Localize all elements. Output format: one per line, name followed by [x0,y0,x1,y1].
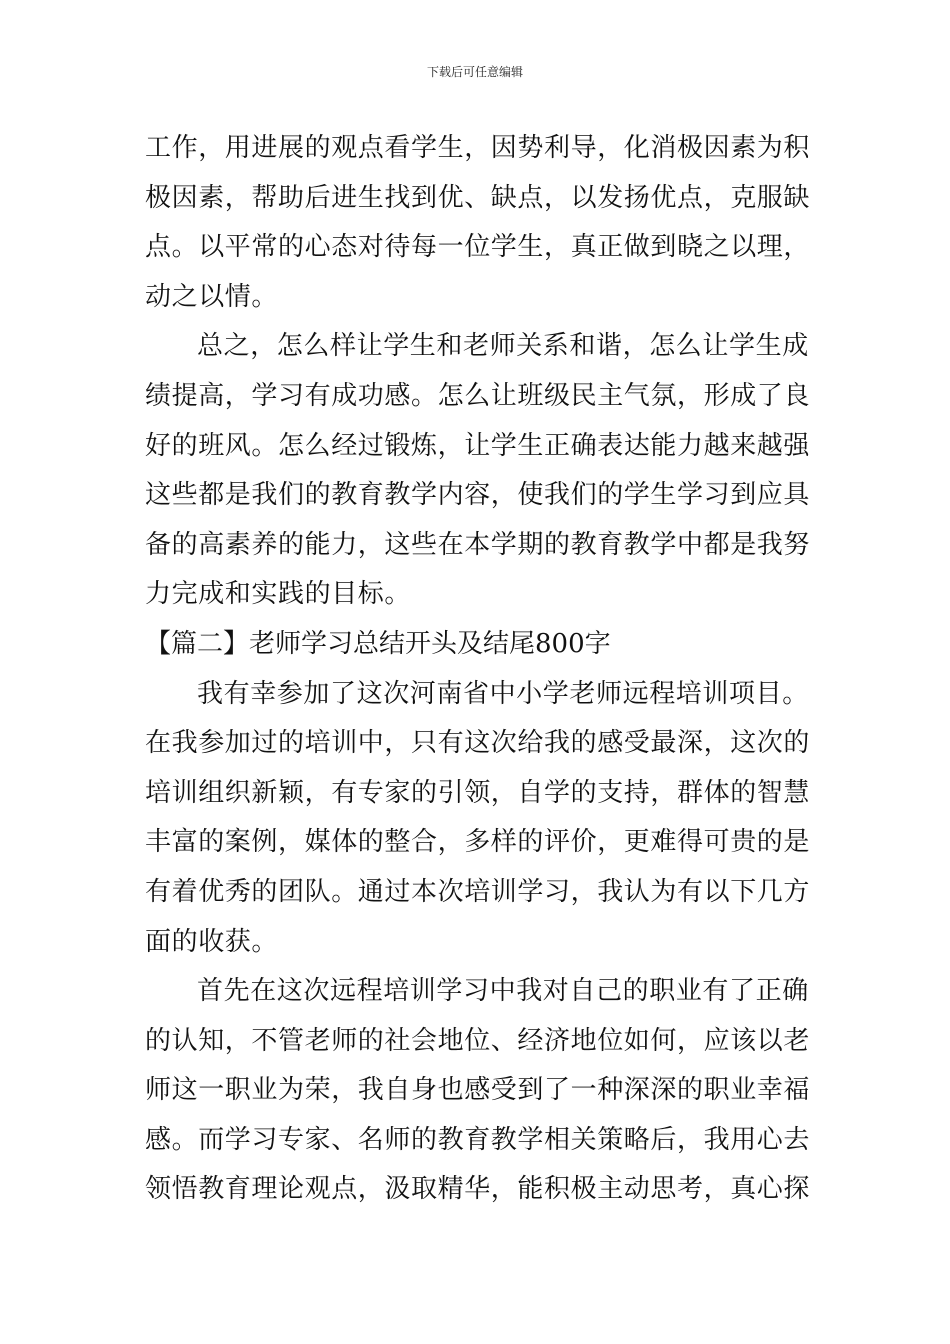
text-line: 备的高素养的能力，这些在本学期的教育教学中都是我努 [145,529,811,560]
text-line: 好的班风。怎么经过锻炼，让学生正确表达能力越来越强 [145,430,811,461]
text-line: 总之，怎么样让学生和老师关系和谐，怎么让学生成 [197,331,809,362]
text-line: 丰富的案例，媒体的整合，多样的评价，更难得可贵的是 [145,827,811,858]
document-body [145,124,817,1215]
text-line: 培训组织新颖，有专家的引领，自学的支持，群体的智慧 [145,777,811,808]
text-line: 的认知，不管老师的社会地位、经济地位如何，应该以老 [145,1025,811,1056]
paragraph [145,967,817,1215]
text-line: 绩提高，学习有成功感。怎么让班级民主气氛，形成了良 [145,380,811,411]
text-line: 感。而学习专家、名师的教育教学相关策略后，我用心去 [145,1124,811,1155]
text-line: 动之以情。 [145,281,279,312]
text-line: 面的收获。 [145,926,279,957]
text-line: 在我参加过的培训中，只有这次给我的感受最深，这次的 [145,728,811,759]
section-heading-text: 【篇二】老师学习总结开头及结尾800字 [145,628,611,659]
paragraph [145,322,817,620]
text-line: 我有幸参加了这次河南省中小学老师远程培训项目。 [197,678,809,709]
paragraph [145,670,817,968]
section-heading [145,620,817,670]
text-line: 师这一职业为荣，我自身也感受到了一种深深的职业幸福 [145,1075,811,1106]
page-header-note: 下载后可任意编辑 [426,65,523,79]
text-line: 领悟教育理论观点，汲取精华，能积极主动思考，真心探 [145,1174,811,1205]
text-line: 力完成和实践的目标。 [145,579,412,610]
text-line: 有着优秀的团队。通过本次培训学习，我认为有以下几方 [145,876,811,907]
text-line: 工作，用进展的观点看学生，因势利导，化消极因素为积 [145,133,811,163]
text-line: 点。以平常的心态对待每一位学生，真正做到晓之以理， [145,232,811,263]
paragraph [145,124,817,322]
text-line: 极因素，帮助后进生找到优、缺点，以发扬优点，克服缺 [145,182,811,213]
text-line: 首先在这次远程培训学习中我对自己的职业有了正确 [197,976,809,1007]
text-line: 这些都是我们的教育教学内容，使我们的学生学习到应具 [145,480,811,511]
